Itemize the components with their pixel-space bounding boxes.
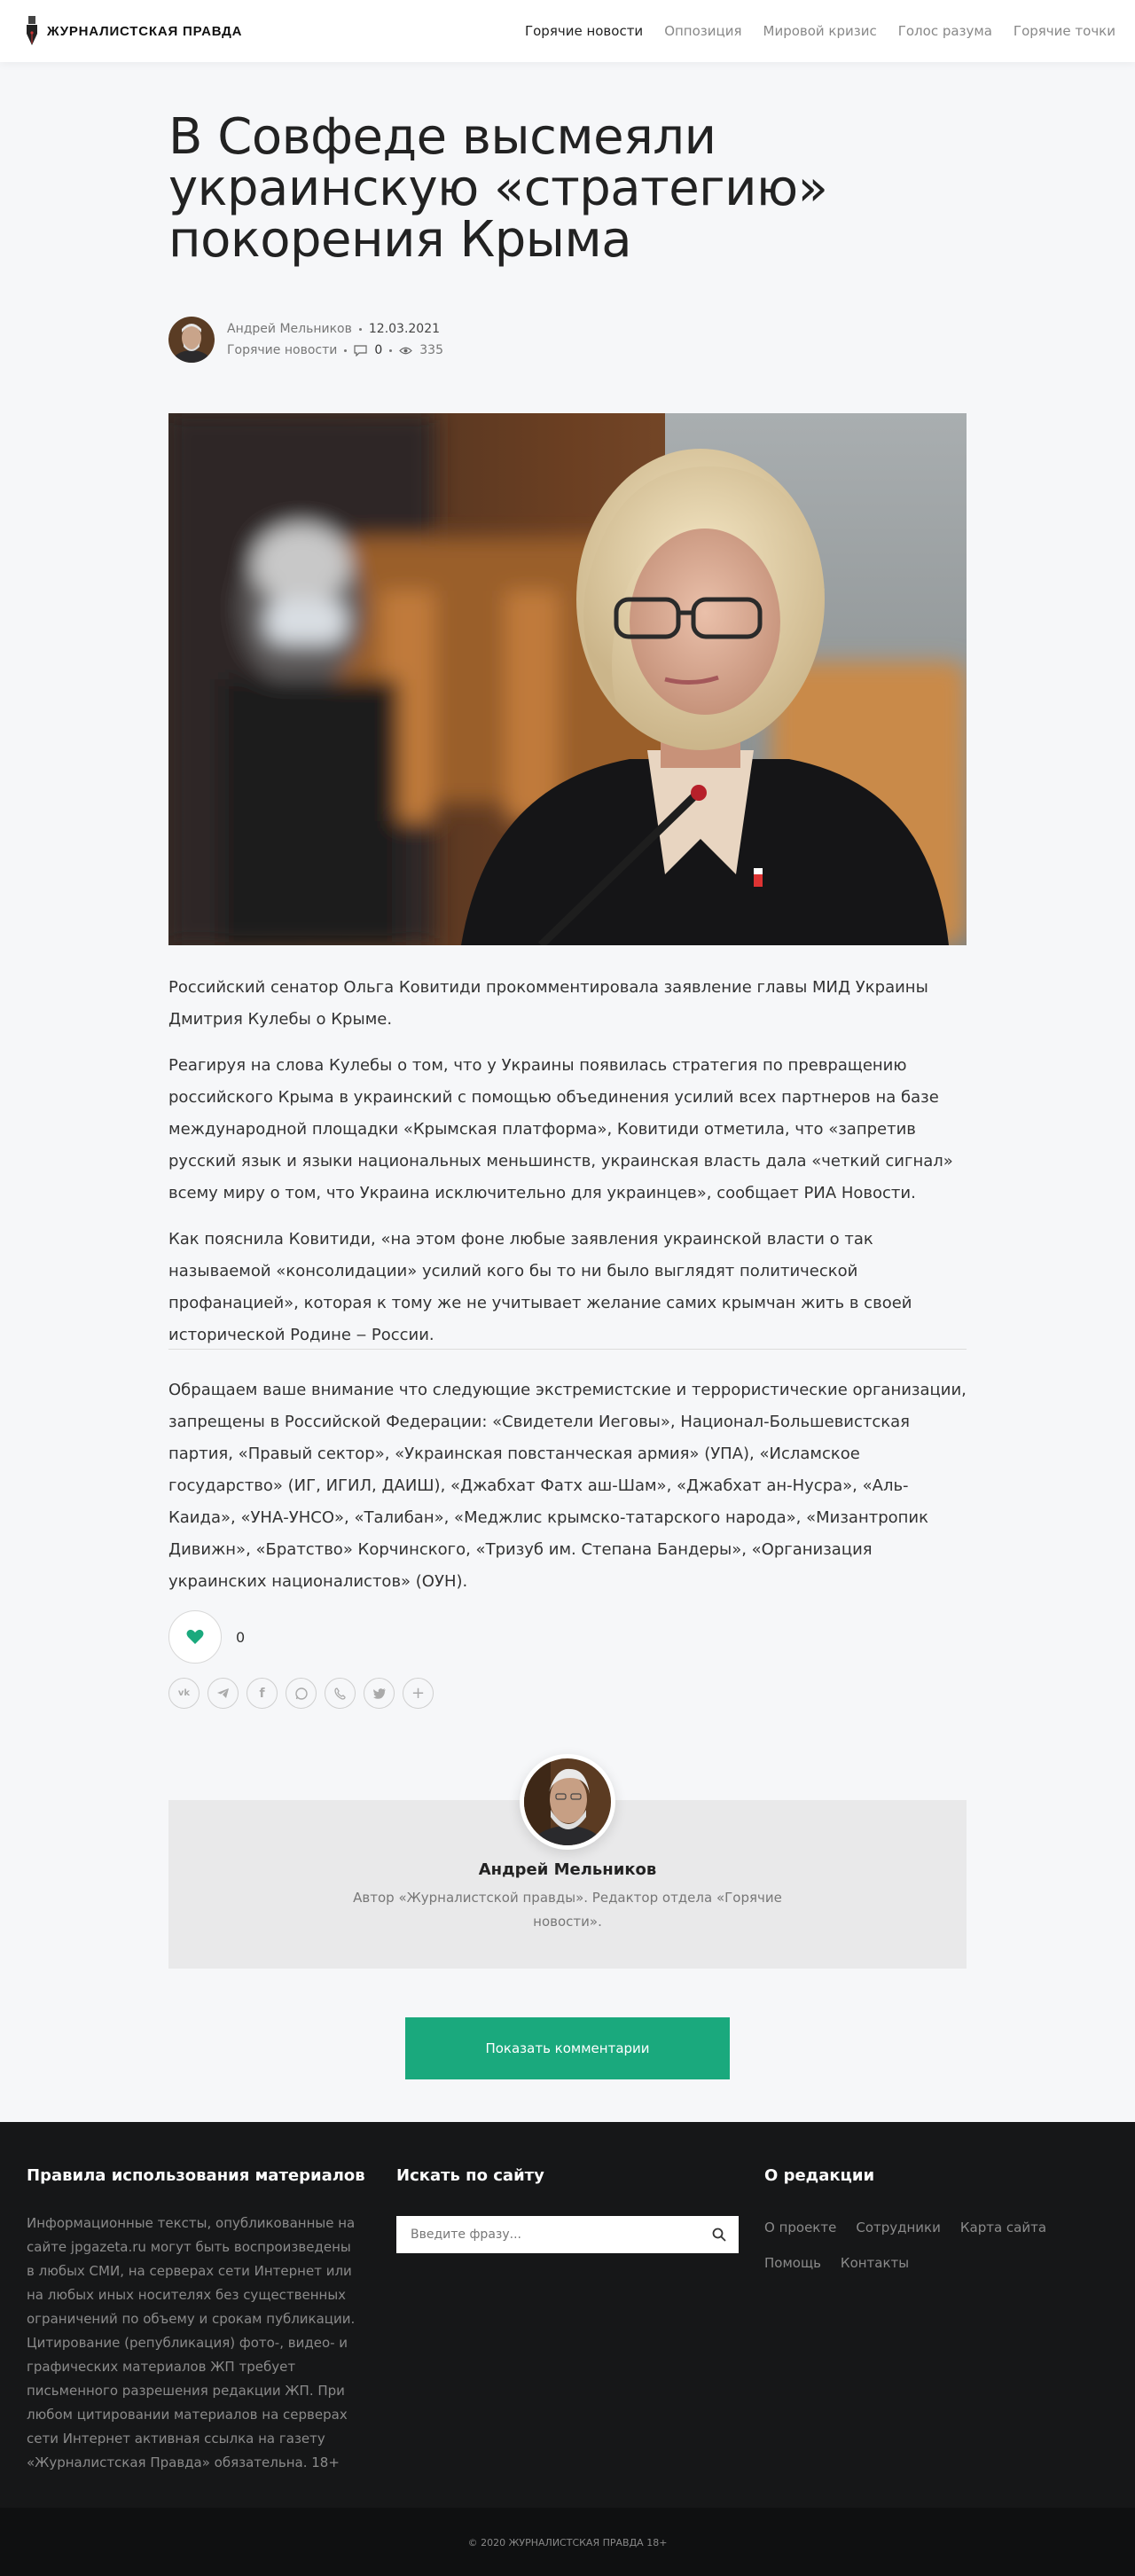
article-body bbox=[168, 972, 967, 1366]
article-paragraph: Как пояснила Ковитиди, «на этом фоне любые заявления украинской власти о так называемой «консолидации» усилий кого бы то ни было выглядят политической профанацией», которая к тому же не учитывает желание самих крымчан жить в своей исторической Родине ‒ России. bbox=[168, 1230, 912, 1344]
share-more-button[interactable] bbox=[403, 1678, 434, 1709]
footer-search-box bbox=[396, 2216, 739, 2253]
search-button[interactable] bbox=[700, 2216, 739, 2253]
content-divider bbox=[168, 1349, 967, 1350]
plus-icon: + bbox=[411, 1684, 426, 1703]
publish-date: 12.03.2021 bbox=[368, 322, 441, 336]
share-facebook-button[interactable] bbox=[247, 1678, 278, 1709]
like-button[interactable] bbox=[168, 1610, 222, 1664]
footer-link-contacts[interactable]: Контакты bbox=[840, 2255, 910, 2271]
author-box-description: Автор «Журналистской правды». Редактор отдела «Горячие новости». bbox=[353, 1890, 782, 1930]
nav-item-hot-spots[interactable]: Горячие точки bbox=[1013, 23, 1115, 39]
share-buttons bbox=[168, 1678, 434, 1709]
author-name-link[interactable]: Андрей Мельников bbox=[227, 322, 352, 336]
article-title: В Совфеде высмеяли украинскую «стратегию» покорения Крыма bbox=[168, 108, 828, 269]
meta-separator bbox=[359, 328, 362, 331]
author-box-avatar[interactable] bbox=[524, 1758, 611, 1845]
article-photo bbox=[168, 413, 967, 945]
meta-separator bbox=[389, 349, 392, 352]
nav-item-opposition[interactable]: Оппозиция bbox=[664, 23, 742, 39]
heart-icon bbox=[186, 1629, 204, 1645]
footer-about-title: О редакции bbox=[764, 2166, 875, 2185]
search-icon bbox=[712, 2228, 726, 2242]
telegram-icon bbox=[216, 1687, 230, 1699]
copyright: © 2020 ЖУРНАЛИСТСКАЯ ПРАВДА 18+ bbox=[467, 2537, 668, 2549]
comment-icon bbox=[354, 345, 367, 356]
footer-rules-title: Правила использования материалов bbox=[27, 2166, 365, 2185]
logo-text: ЖУРНАЛИСТСКАЯ ПРАВДА bbox=[47, 23, 243, 39]
footer-link-staff[interactable]: Сотрудники bbox=[856, 2220, 941, 2235]
nav-item-world-crisis[interactable]: Мировой кризис bbox=[763, 23, 877, 39]
meta-separator bbox=[344, 349, 347, 352]
share-viber-button[interactable] bbox=[325, 1678, 356, 1709]
share-twitter-button[interactable] bbox=[364, 1678, 395, 1709]
eye-icon bbox=[399, 345, 412, 356]
footer-search-title: Искать по сайту bbox=[396, 2166, 544, 2185]
twitter-icon bbox=[372, 1687, 387, 1700]
like-block bbox=[168, 1610, 245, 1664]
search-input[interactable] bbox=[396, 2216, 700, 2253]
footer-link-about[interactable]: О проекте bbox=[764, 2220, 837, 2235]
main-nav bbox=[525, 0, 1115, 62]
share-telegram-button[interactable] bbox=[207, 1678, 239, 1709]
category-link[interactable]: Горячие новости bbox=[227, 343, 338, 357]
banned-orgs-notice: Обращаем ваше внимание что следующие экстремистские и террористические организации, запрещены в Российской Федерации: «Свидетели Иеговы», Национал-Большевистская партия, «Правый сектор», «Украинская повстанческая армия» (УПА), «Исламское государство» (ИГ, ИГИЛ, ДАИШ), «Джабхат Фатх аш-Шам», «Джабхат ан-Нусра», «Аль-Каида», «УНА-УНСО», «Талибан», «Меджлис крымско-татарского народа», «Мизантропик Дивижн», «Братство» Корчинского, «Тризуб им. Степана Бандеры», «Организация украинских националистов» (ОУН). bbox=[168, 1381, 967, 1591]
pen-nib-icon bbox=[25, 16, 39, 46]
article-paragraph: Реагируя на слова Кулебы о том, что у Украины появилась стратегия по превращению российского Крыма в украинский с помощью объединения усилий всех партнеров на базе международной площадки «Крымская платформа», Ковитиди отметила, что «запретив русский язык и языки национальных меньшинств, украинская власть дала «четкий сигнал» всему миру о том, что Украина исключительно для украинцев», сообщает РИА Новости. bbox=[168, 1056, 953, 1202]
site-logo[interactable] bbox=[25, 16, 242, 46]
comments-count[interactable]: 0 bbox=[374, 343, 383, 357]
views-count: 335 bbox=[419, 343, 443, 357]
like-count: 0 bbox=[236, 1628, 246, 1646]
vk-icon: vk bbox=[177, 1688, 191, 1698]
viber-icon bbox=[333, 1687, 348, 1701]
author-avatar[interactable] bbox=[168, 317, 215, 363]
author-box-name[interactable]: Андрей Мельников bbox=[478, 1860, 657, 1879]
footer-rules-text: Информационные тексты, опубликованные на сайте jpgazeta.ru могут быть воспроизведены в любых СМИ, на серверах сети Интернет или на любых иных носителях без существенных ограничений по объему и срокам публикации. Цитирование (републикация) фото-, видео- и графических материалов ЖП требует письменного разрешения редакции ЖП. При любом цитировании материалов на серверах сети Интернет активная ссылка на газету «Журналистская Правда» обязательна. 18+ bbox=[27, 2215, 356, 2470]
article-paragraph: Российский сенатор Ольга Ковитиди прокомментировала заявление главы МИД Украины Дмитрия Кулебы о Крыме. bbox=[168, 978, 928, 1029]
article-meta bbox=[168, 317, 443, 363]
facebook-icon: f bbox=[259, 1686, 265, 1701]
footer-about-links bbox=[764, 2220, 1084, 2271]
nav-item-hot-news[interactable]: Горячие новости bbox=[524, 23, 644, 39]
nav-item-voice-of-reason[interactable]: Голос разума bbox=[897, 23, 992, 39]
whatsapp-icon bbox=[294, 1687, 309, 1701]
footer-link-sitemap[interactable]: Карта сайта bbox=[959, 2220, 1047, 2235]
show-comments-button[interactable]: Показать комментарии bbox=[405, 2017, 730, 2079]
share-vk-button[interactable] bbox=[168, 1678, 200, 1709]
footer-link-help[interactable]: Помощь bbox=[764, 2255, 821, 2271]
share-whatsapp-button[interactable] bbox=[286, 1678, 317, 1709]
site-header bbox=[0, 0, 1135, 62]
